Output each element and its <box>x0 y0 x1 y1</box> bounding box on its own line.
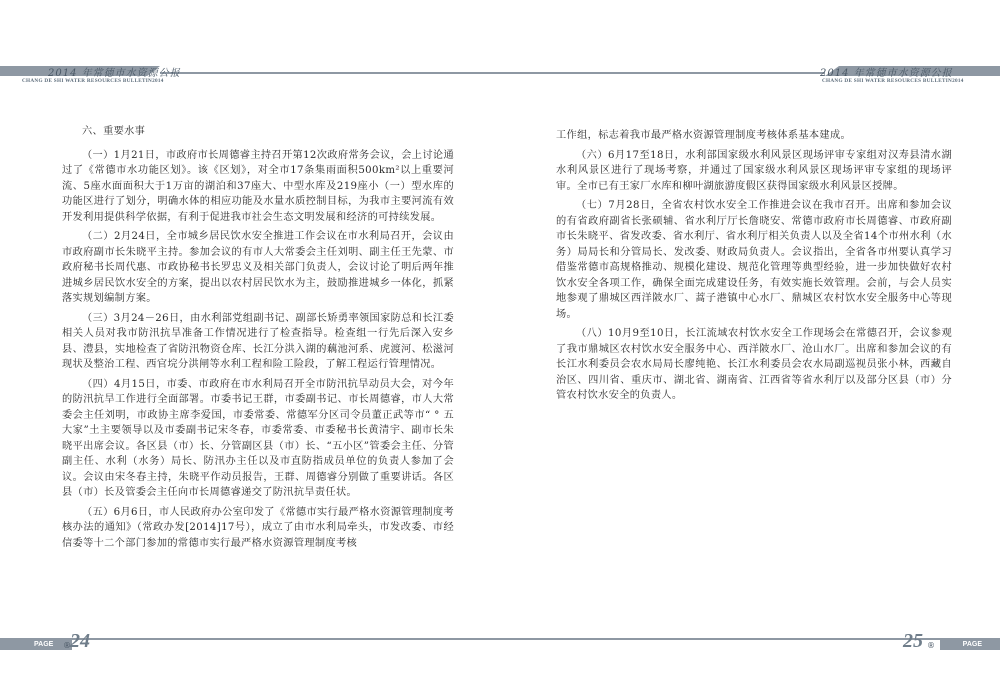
paragraph: （二）2月24日，全市城乡居民饮水安全推进工作会议在市水利局召开，会议由市政府副市长朱晓平主持。参加会议的有市人大常委会主任刘明、副主任王先蒙、市政府秘书长周代惠、市政协秘书长罗忠义及相关部门负责人，会议讨论了明后两年推进城乡居民饮水安全的方案，提出以农村居民饮水为主，鼓励推进城乡一体化，抓紧落实规划编制方案。 <box>62 231 454 304</box>
footer-rule <box>500 638 1000 640</box>
left-page-body <box>62 124 454 555</box>
page-number: 25 <box>903 630 923 652</box>
header-subtitle: CHANG DE SHI WATER RESOURCES BULLETIN2014 <box>822 78 964 84</box>
paragraph: （五）6月6日，市人民政府办公室印发了《常德市实行最严格水资源管理制度考核办法的通知》（常政办发[2014]17号），成立了由市水利局牵头，市发改委、市经信委等十二个部门参加的常德市实行最严格水资源管理制度考核 <box>62 506 454 549</box>
page-number: 24 <box>70 630 90 652</box>
paragraph: （六）6月17至18日，水利部国家级水利风景区现场评审专家组对汉寿县清水湖水利风景区进行了现场考察，并通过了国家级水利风景区现场评审专家组的现场评审。全市已有王家厂水库和柳叶湖旅游度假区获得国家级水利风景区授牌。 <box>556 149 952 192</box>
registered-mark-icon: ® <box>63 641 71 650</box>
header-title: 2014 年常德市水资源公报 <box>48 68 181 79</box>
paragraph-continuation: 工作组，标志着我市最严格水资源管理制度考核体系基本建成。 <box>556 130 852 141</box>
right-page <box>500 0 1000 677</box>
paragraph: （一）1月21日，市政府市长周德睿主持召开第12次政府常务会议，会上讨论通过了《常德市水功能区划》。该《区划》，对全市17条集雨面积500km²以上重要河流、5座水面面积大于1万亩的湖泊和37座大、中型水库及219座小（一）型水库的功能区进行了划分，明确水体的相应功能及水量水质控制目标，为我市主要河流有效开发利用提供科学依据，有利于促进我市社会生态文明发展和经济的可持续发展。 <box>62 149 454 223</box>
page-label: PAGE <box>34 641 54 648</box>
right-page-body <box>556 128 952 408</box>
registered-mark-icon: ® <box>927 641 935 650</box>
section-heading: 六、重要水事 <box>82 126 146 137</box>
header-rule <box>160 72 500 74</box>
paragraph: （三）3月24－26日，由水利部党组副书记、副部长矫勇率领国家防总和长江委相关人员对我市防汛抗旱准备工作情况进行了检查指导。检查组一行先后深入安乡县、澧县，实地检查了省防汛物资仓库、长江分洪入湖的藕池河系、虎渡河、松滋河现状及整治工程、西官垸分洪闸等水利工程和险工险段，了解工程运行管理情况。 <box>62 312 454 370</box>
header-rule <box>500 72 825 74</box>
paragraph: （七）7月28日，全省农村饮水安全工作推进会议在我市召开。出席和参加会议的有省政府副省长张硕辅、省水利厅厅长詹晓安、常德市政府市长周德睿、市政府副市长朱晓平、省发改委、省水利厅、省水利厅相关负责人以及全省14个市州水利（水务）局局长和分管局长、发改委、财政局负责人。会议指出，全省各市州要认真学习借鉴常德市高规格推动、规模化建设、规范化管理等典型经验，进一步加快做好农村饮水安全各项工作，确保全面完成建设任务，有效实施长效管理。会前，与会人员实地参观了鼎城区西洋陂水厂、蒿子港镇中心水厂、鼎城区农村饮水安全服务中心等现场。 <box>556 200 952 320</box>
header-title: 2014 年常德市水资源公报 <box>820 68 953 79</box>
header-subtitle: CHANG DE SHI WATER RESOURCES BULLETIN2014 <box>22 78 164 84</box>
paragraph: （八）10月9至10日，长江流域农村饮水安全工作现场会在常德召开，会议参观了我市鼎城区农村饮水安全服务中心、西洋陂水厂、沧山水厂。出席和参加会议的有长江水利委员会农水局局长廖纯艳、长江水利委员会农水局副巡视员张小林，西藏自治区、四川省、重庆市、湖北省、湖南省、江西省等省水利厅以及部分区县（市）分管农村饮水安全的负责人。 <box>556 328 952 401</box>
page-label: PAGE <box>962 641 982 648</box>
paragraph: （四）4月15日，市委、市政府在市水利局召开全市防汛抗旱动员大会，对今年的防汛抗旱工作进行全面部署。市委书记王群，市委副书记、市长周德睿，市人大常委会主任刘明，市政协主席李爱国，市委常委、常德军分区司令员董正武等市“ ° 五大家”土主要领导以及市委副书记宋冬春，市委常委、市委秘书长黄清宇、副市长朱晓平出席会议。各区县（市）长、分管副区县（市）长、“五小区”管委会主任、分管副主任、水利（水务）局长、防汛办主任以及市直防指成员单位的负责人参加了会议。会议由宋冬春主持，朱晓平作动员报告，王群、周德睿分别做了重要讲话。各区县（市）长及管委会主任向市长周德睿递交了防汛抗旱责任状。 <box>62 378 454 498</box>
